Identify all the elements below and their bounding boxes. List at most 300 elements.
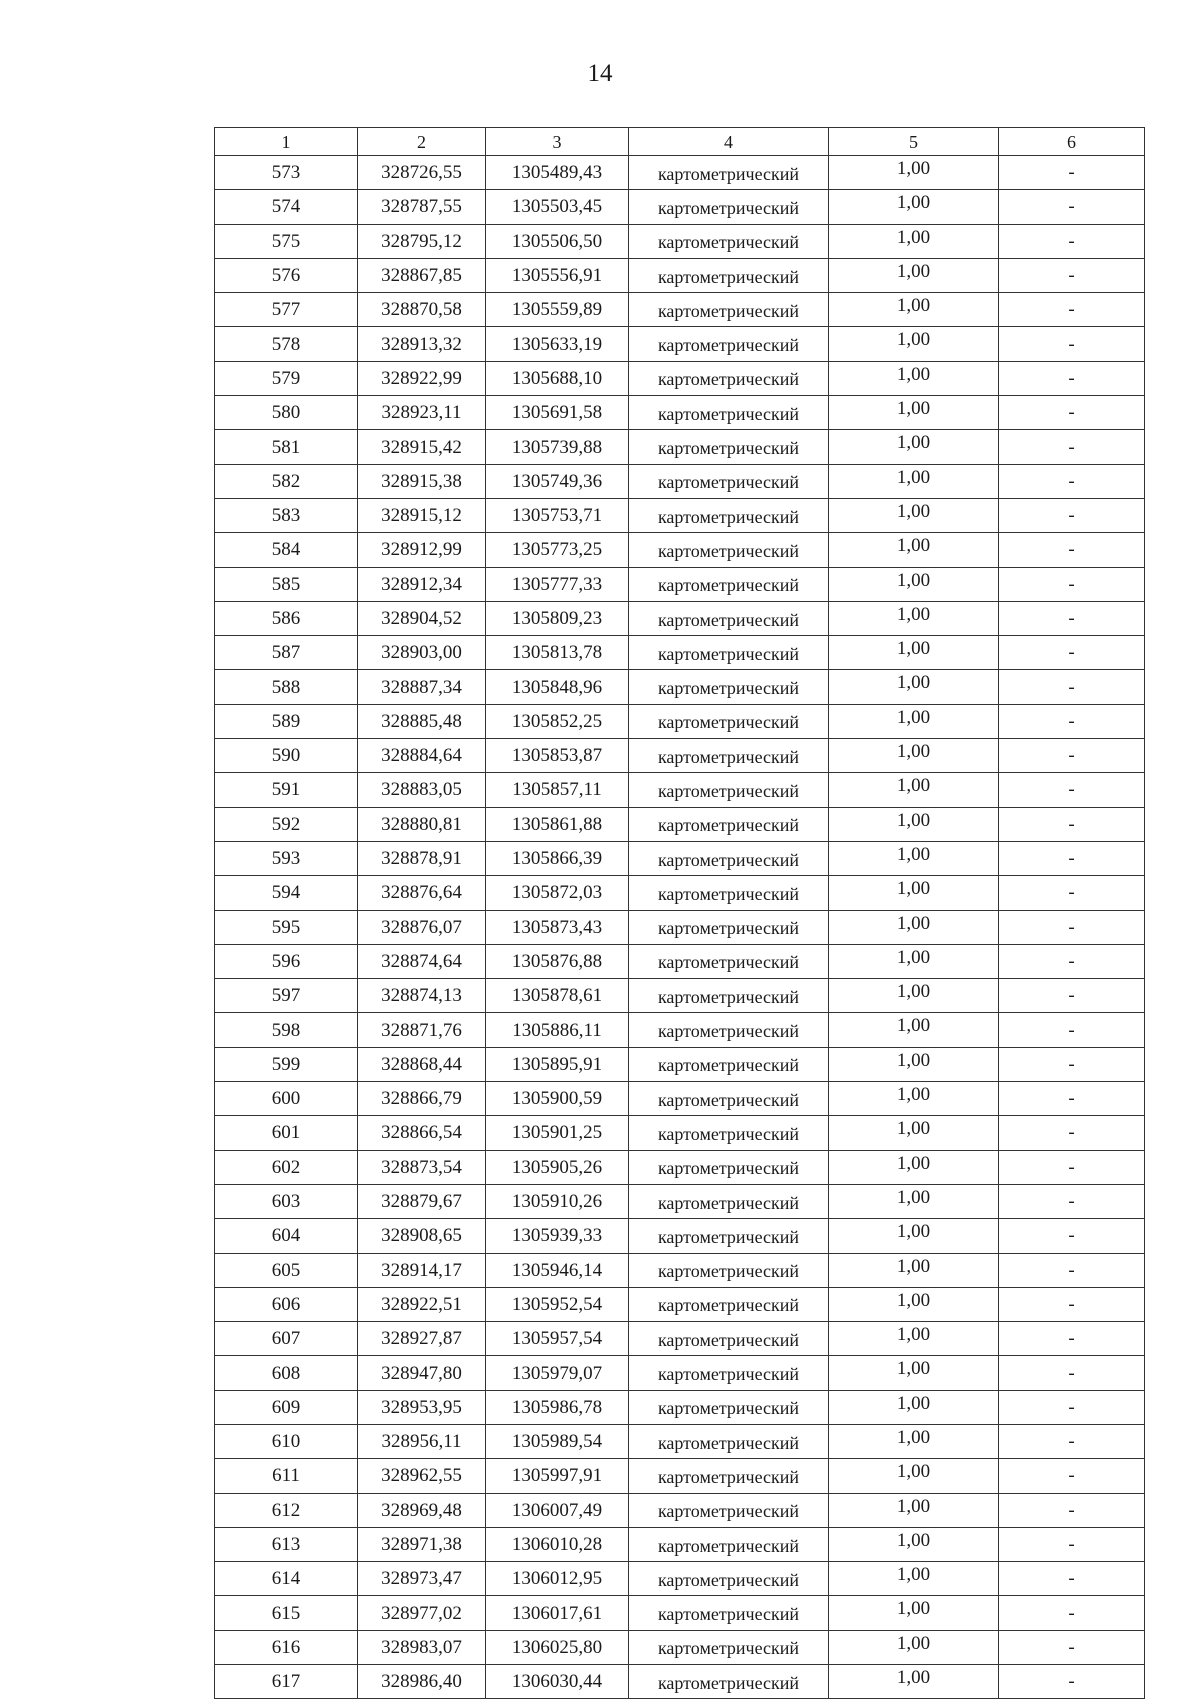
x-coordinate-cell: 328915,12: [358, 498, 486, 532]
x-coordinate-cell: 328866,79: [358, 1082, 486, 1116]
note-cell: -: [999, 773, 1145, 807]
table-row: [215, 773, 1145, 807]
note-cell: -: [999, 327, 1145, 361]
table-row: [215, 1665, 1145, 1699]
accuracy-cell: 1,00: [829, 1047, 999, 1081]
point-number-cell: 615: [215, 1596, 358, 1630]
accuracy-cell: 1,00: [829, 739, 999, 773]
coordinates-table: [214, 127, 1145, 1699]
note-cell: -: [999, 396, 1145, 430]
x-coordinate-cell: 328927,87: [358, 1322, 486, 1356]
y-coordinate-cell: 1305753,71: [486, 498, 629, 532]
y-coordinate-cell: 1305809,23: [486, 601, 629, 635]
y-coordinate-cell: 1306030,44: [486, 1665, 629, 1699]
x-coordinate-cell: 328795,12: [358, 224, 486, 258]
method-cell: картометрический: [629, 704, 829, 738]
note-cell: -: [999, 1116, 1145, 1150]
table-row: [215, 293, 1145, 327]
method-cell: картометрический: [629, 430, 829, 464]
method-cell: картометрический: [629, 396, 829, 430]
x-coordinate-cell: 328874,13: [358, 979, 486, 1013]
method-cell: картометрический: [629, 190, 829, 224]
y-coordinate-cell: 1305872,03: [486, 876, 629, 910]
table-row: [215, 1493, 1145, 1527]
column-header-4: 4: [629, 128, 829, 156]
note-cell: -: [999, 567, 1145, 601]
note-cell: -: [999, 944, 1145, 978]
table-row: [215, 807, 1145, 841]
x-coordinate-cell: 328904,52: [358, 601, 486, 635]
point-number-cell: 617: [215, 1665, 358, 1699]
accuracy-cell: 1,00: [829, 430, 999, 464]
accuracy-cell: 1,00: [829, 1459, 999, 1493]
note-cell: -: [999, 979, 1145, 1013]
x-coordinate-cell: 328903,00: [358, 636, 486, 670]
x-coordinate-cell: 328912,99: [358, 533, 486, 567]
note-cell: -: [999, 739, 1145, 773]
accuracy-cell: 1,00: [829, 1424, 999, 1458]
x-coordinate-cell: 328880,81: [358, 807, 486, 841]
y-coordinate-cell: 1306017,61: [486, 1596, 629, 1630]
y-coordinate-cell: 1305861,88: [486, 807, 629, 841]
accuracy-cell: 1,00: [829, 293, 999, 327]
table-row: [215, 1150, 1145, 1184]
x-coordinate-cell: 328962,55: [358, 1459, 486, 1493]
note-cell: -: [999, 1322, 1145, 1356]
note-cell: -: [999, 1219, 1145, 1253]
method-cell: картометрический: [629, 1493, 829, 1527]
table-row: [215, 1562, 1145, 1596]
method-cell: картометрический: [629, 1665, 829, 1699]
accuracy-cell: 1,00: [829, 498, 999, 532]
x-coordinate-cell: 328913,32: [358, 327, 486, 361]
table-row: [215, 1322, 1145, 1356]
y-coordinate-cell: 1305773,25: [486, 533, 629, 567]
point-number-cell: 592: [215, 807, 358, 841]
accuracy-cell: 1,00: [829, 1562, 999, 1596]
accuracy-cell: 1,00: [829, 944, 999, 978]
method-cell: картометрический: [629, 1150, 829, 1184]
y-coordinate-cell: 1305857,11: [486, 773, 629, 807]
accuracy-cell: 1,00: [829, 910, 999, 944]
table-row: [215, 464, 1145, 498]
note-cell: -: [999, 190, 1145, 224]
y-coordinate-cell: 1305813,78: [486, 636, 629, 670]
note-cell: -: [999, 156, 1145, 190]
note-cell: -: [999, 1459, 1145, 1493]
table-row: [215, 430, 1145, 464]
x-coordinate-cell: 328866,54: [358, 1116, 486, 1150]
y-coordinate-cell: 1305979,07: [486, 1356, 629, 1390]
x-coordinate-cell: 328953,95: [358, 1390, 486, 1424]
table-row: [215, 1596, 1145, 1630]
table-row: [215, 944, 1145, 978]
note-cell: -: [999, 533, 1145, 567]
method-cell: картометрический: [629, 533, 829, 567]
x-coordinate-cell: 328912,34: [358, 567, 486, 601]
point-number-cell: 580: [215, 396, 358, 430]
point-number-cell: 593: [215, 841, 358, 875]
point-number-cell: 608: [215, 1356, 358, 1390]
point-number-cell: 575: [215, 224, 358, 258]
point-number-cell: 604: [215, 1219, 358, 1253]
point-number-cell: 582: [215, 464, 358, 498]
accuracy-cell: 1,00: [829, 190, 999, 224]
method-cell: картометрический: [629, 773, 829, 807]
y-coordinate-cell: 1305878,61: [486, 979, 629, 1013]
point-number-cell: 578: [215, 327, 358, 361]
point-number-cell: 616: [215, 1630, 358, 1664]
method-cell: картометрический: [629, 361, 829, 395]
table-row: [215, 1082, 1145, 1116]
table-row: [215, 327, 1145, 361]
method-cell: картометрический: [629, 1219, 829, 1253]
table-row: [215, 1390, 1145, 1424]
point-number-cell: 585: [215, 567, 358, 601]
table-row: [215, 979, 1145, 1013]
table-row: [215, 533, 1145, 567]
note-cell: -: [999, 807, 1145, 841]
method-cell: картометрический: [629, 1184, 829, 1218]
method-cell: картометрический: [629, 1082, 829, 1116]
accuracy-cell: 1,00: [829, 1527, 999, 1561]
table-row: [215, 1116, 1145, 1150]
point-number-cell: 597: [215, 979, 358, 1013]
y-coordinate-cell: 1305633,19: [486, 327, 629, 361]
point-number-cell: 584: [215, 533, 358, 567]
note-cell: -: [999, 670, 1145, 704]
table-row: [215, 567, 1145, 601]
method-cell: картометрический: [629, 841, 829, 875]
point-number-cell: 607: [215, 1322, 358, 1356]
note-cell: -: [999, 498, 1145, 532]
column-header-2: 2: [358, 128, 486, 156]
method-cell: картометрический: [629, 1630, 829, 1664]
y-coordinate-cell: 1305901,25: [486, 1116, 629, 1150]
point-number-cell: 606: [215, 1287, 358, 1321]
note-cell: -: [999, 1356, 1145, 1390]
y-coordinate-cell: 1305853,87: [486, 739, 629, 773]
y-coordinate-cell: 1305688,10: [486, 361, 629, 395]
table-row: [215, 1253, 1145, 1287]
y-coordinate-cell: 1305866,39: [486, 841, 629, 875]
method-cell: картометрический: [629, 1013, 829, 1047]
table-row: [215, 704, 1145, 738]
note-cell: -: [999, 601, 1145, 635]
method-cell: картометрический: [629, 567, 829, 601]
point-number-cell: 605: [215, 1253, 358, 1287]
method-cell: картометрический: [629, 1116, 829, 1150]
note-cell: -: [999, 1390, 1145, 1424]
accuracy-cell: 1,00: [829, 156, 999, 190]
point-number-cell: 601: [215, 1116, 358, 1150]
point-number-cell: 588: [215, 670, 358, 704]
note-cell: -: [999, 1630, 1145, 1664]
table-row: [215, 1459, 1145, 1493]
y-coordinate-cell: 1305873,43: [486, 910, 629, 944]
x-coordinate-cell: 328887,34: [358, 670, 486, 704]
y-coordinate-cell: 1305749,36: [486, 464, 629, 498]
x-coordinate-cell: 328868,44: [358, 1047, 486, 1081]
method-cell: картометрический: [629, 979, 829, 1013]
accuracy-cell: 1,00: [829, 1287, 999, 1321]
method-cell: картометрический: [629, 1459, 829, 1493]
accuracy-cell: 1,00: [829, 533, 999, 567]
method-cell: картометрический: [629, 1322, 829, 1356]
column-header-1: 1: [215, 128, 358, 156]
accuracy-cell: 1,00: [829, 1116, 999, 1150]
accuracy-cell: 1,00: [829, 670, 999, 704]
method-cell: картометрический: [629, 1527, 829, 1561]
note-cell: -: [999, 636, 1145, 670]
note-cell: -: [999, 876, 1145, 910]
note-cell: -: [999, 464, 1145, 498]
method-cell: картометрический: [629, 293, 829, 327]
table-row: [215, 1047, 1145, 1081]
note-cell: -: [999, 258, 1145, 292]
accuracy-cell: 1,00: [829, 464, 999, 498]
point-number-cell: 573: [215, 156, 358, 190]
accuracy-cell: 1,00: [829, 1013, 999, 1047]
method-cell: картометрический: [629, 258, 829, 292]
note-cell: -: [999, 1287, 1145, 1321]
accuracy-cell: 1,00: [829, 601, 999, 635]
y-coordinate-cell: 1305848,96: [486, 670, 629, 704]
y-coordinate-cell: 1305946,14: [486, 1253, 629, 1287]
table-row: [215, 396, 1145, 430]
method-cell: картометрический: [629, 1390, 829, 1424]
point-number-cell: 602: [215, 1150, 358, 1184]
table-row: [215, 670, 1145, 704]
x-coordinate-cell: 328876,64: [358, 876, 486, 910]
point-number-cell: 577: [215, 293, 358, 327]
method-cell: картометрический: [629, 327, 829, 361]
note-cell: -: [999, 704, 1145, 738]
x-coordinate-cell: 328973,47: [358, 1562, 486, 1596]
y-coordinate-cell: 1305777,33: [486, 567, 629, 601]
point-number-cell: 586: [215, 601, 358, 635]
accuracy-cell: 1,00: [829, 841, 999, 875]
accuracy-cell: 1,00: [829, 1322, 999, 1356]
accuracy-cell: 1,00: [829, 1390, 999, 1424]
y-coordinate-cell: 1305989,54: [486, 1424, 629, 1458]
note-cell: -: [999, 1013, 1145, 1047]
y-coordinate-cell: 1305556,91: [486, 258, 629, 292]
table-body: [215, 156, 1145, 1699]
x-coordinate-cell: 328915,38: [358, 464, 486, 498]
x-coordinate-cell: 328870,58: [358, 293, 486, 327]
y-coordinate-cell: 1305952,54: [486, 1287, 629, 1321]
x-coordinate-cell: 328885,48: [358, 704, 486, 738]
note-cell: -: [999, 1424, 1145, 1458]
y-coordinate-cell: 1305905,26: [486, 1150, 629, 1184]
method-cell: картометрический: [629, 601, 829, 635]
table-row: [215, 841, 1145, 875]
x-coordinate-cell: 328874,64: [358, 944, 486, 978]
table-row: [215, 156, 1145, 190]
table-row: [215, 258, 1145, 292]
y-coordinate-cell: 1305957,54: [486, 1322, 629, 1356]
table-row: [215, 876, 1145, 910]
point-number-cell: 587: [215, 636, 358, 670]
note-cell: -: [999, 1527, 1145, 1561]
method-cell: картометрический: [629, 910, 829, 944]
method-cell: картометрический: [629, 1596, 829, 1630]
y-coordinate-cell: 1305739,88: [486, 430, 629, 464]
column-header-6: 6: [999, 128, 1145, 156]
page-number: 14: [587, 60, 613, 87]
point-number-cell: 590: [215, 739, 358, 773]
table-row: [215, 224, 1145, 258]
y-coordinate-cell: 1305691,58: [486, 396, 629, 430]
method-cell: картометрический: [629, 1253, 829, 1287]
method-cell: картометрический: [629, 498, 829, 532]
accuracy-cell: 1,00: [829, 1219, 999, 1253]
note-cell: -: [999, 1665, 1145, 1699]
accuracy-cell: 1,00: [829, 1253, 999, 1287]
point-number-cell: 595: [215, 910, 358, 944]
method-cell: картометрический: [629, 636, 829, 670]
note-cell: -: [999, 910, 1145, 944]
accuracy-cell: 1,00: [829, 224, 999, 258]
point-number-cell: 609: [215, 1390, 358, 1424]
table-row: [215, 910, 1145, 944]
x-coordinate-cell: 328873,54: [358, 1150, 486, 1184]
note-cell: -: [999, 430, 1145, 464]
point-number-cell: 583: [215, 498, 358, 532]
x-coordinate-cell: 328922,99: [358, 361, 486, 395]
y-coordinate-cell: 1305506,50: [486, 224, 629, 258]
table-header-row: [215, 128, 1145, 156]
accuracy-cell: 1,00: [829, 876, 999, 910]
y-coordinate-cell: 1305910,26: [486, 1184, 629, 1218]
accuracy-cell: 1,00: [829, 704, 999, 738]
y-coordinate-cell: 1306007,49: [486, 1493, 629, 1527]
table-row: [215, 1219, 1145, 1253]
note-cell: -: [999, 1150, 1145, 1184]
method-cell: картометрический: [629, 1047, 829, 1081]
x-coordinate-cell: 328956,11: [358, 1424, 486, 1458]
note-cell: -: [999, 224, 1145, 258]
accuracy-cell: 1,00: [829, 1493, 999, 1527]
point-number-cell: 612: [215, 1493, 358, 1527]
point-number-cell: 576: [215, 258, 358, 292]
accuracy-cell: 1,00: [829, 773, 999, 807]
accuracy-cell: 1,00: [829, 636, 999, 670]
point-number-cell: 600: [215, 1082, 358, 1116]
y-coordinate-cell: 1305895,91: [486, 1047, 629, 1081]
x-coordinate-cell: 328986,40: [358, 1665, 486, 1699]
y-coordinate-cell: 1306025,80: [486, 1630, 629, 1664]
point-number-cell: 596: [215, 944, 358, 978]
point-number-cell: 594: [215, 876, 358, 910]
y-coordinate-cell: 1305489,43: [486, 156, 629, 190]
table-row: [215, 498, 1145, 532]
y-coordinate-cell: 1305559,89: [486, 293, 629, 327]
table-row: [215, 1630, 1145, 1664]
method-cell: картометрический: [629, 1287, 829, 1321]
accuracy-cell: 1,00: [829, 807, 999, 841]
y-coordinate-cell: 1306010,28: [486, 1527, 629, 1561]
method-cell: картометрический: [629, 876, 829, 910]
point-number-cell: 613: [215, 1527, 358, 1561]
x-coordinate-cell: 328971,38: [358, 1527, 486, 1561]
x-coordinate-cell: 328867,85: [358, 258, 486, 292]
note-cell: -: [999, 293, 1145, 327]
x-coordinate-cell: 328923,11: [358, 396, 486, 430]
table-row: [215, 739, 1145, 773]
accuracy-cell: 1,00: [829, 258, 999, 292]
method-cell: картометрический: [629, 944, 829, 978]
accuracy-cell: 1,00: [829, 361, 999, 395]
y-coordinate-cell: 1305886,11: [486, 1013, 629, 1047]
method-cell: картометрический: [629, 156, 829, 190]
x-coordinate-cell: 328947,80: [358, 1356, 486, 1390]
accuracy-cell: 1,00: [829, 1356, 999, 1390]
x-coordinate-cell: 328884,64: [358, 739, 486, 773]
table-row: [215, 601, 1145, 635]
accuracy-cell: 1,00: [829, 567, 999, 601]
column-header-5: 5: [829, 128, 999, 156]
note-cell: -: [999, 841, 1145, 875]
coordinates-table-container: [214, 127, 1144, 1699]
table-row: [215, 1424, 1145, 1458]
x-coordinate-cell: 328908,65: [358, 1219, 486, 1253]
accuracy-cell: 1,00: [829, 1630, 999, 1664]
method-cell: картометрический: [629, 739, 829, 773]
method-cell: картометрический: [629, 1356, 829, 1390]
note-cell: -: [999, 1253, 1145, 1287]
x-coordinate-cell: 328977,02: [358, 1596, 486, 1630]
note-cell: -: [999, 1082, 1145, 1116]
point-number-cell: 589: [215, 704, 358, 738]
y-coordinate-cell: 1305900,59: [486, 1082, 629, 1116]
method-cell: картометрический: [629, 807, 829, 841]
y-coordinate-cell: 1305852,25: [486, 704, 629, 738]
x-coordinate-cell: 328787,55: [358, 190, 486, 224]
method-cell: картометрический: [629, 1424, 829, 1458]
table-row: [215, 1184, 1145, 1218]
y-coordinate-cell: 1305986,78: [486, 1390, 629, 1424]
x-coordinate-cell: 328726,55: [358, 156, 486, 190]
y-coordinate-cell: 1305876,88: [486, 944, 629, 978]
point-number-cell: 599: [215, 1047, 358, 1081]
point-number-cell: 581: [215, 430, 358, 464]
accuracy-cell: 1,00: [829, 979, 999, 1013]
note-cell: -: [999, 1493, 1145, 1527]
y-coordinate-cell: 1305997,91: [486, 1459, 629, 1493]
note-cell: -: [999, 361, 1145, 395]
note-cell: -: [999, 1562, 1145, 1596]
point-number-cell: 614: [215, 1562, 358, 1596]
x-coordinate-cell: 328922,51: [358, 1287, 486, 1321]
method-cell: картометрический: [629, 224, 829, 258]
y-coordinate-cell: 1305939,33: [486, 1219, 629, 1253]
accuracy-cell: 1,00: [829, 1596, 999, 1630]
point-number-cell: 574: [215, 190, 358, 224]
table-row: [215, 1356, 1145, 1390]
method-cell: картометрический: [629, 670, 829, 704]
accuracy-cell: 1,00: [829, 396, 999, 430]
note-cell: -: [999, 1047, 1145, 1081]
point-number-cell: 598: [215, 1013, 358, 1047]
accuracy-cell: 1,00: [829, 1150, 999, 1184]
accuracy-cell: 1,00: [829, 1184, 999, 1218]
table-row: [215, 1013, 1145, 1047]
point-number-cell: 610: [215, 1424, 358, 1458]
accuracy-cell: 1,00: [829, 1082, 999, 1116]
table-row: [215, 361, 1145, 395]
